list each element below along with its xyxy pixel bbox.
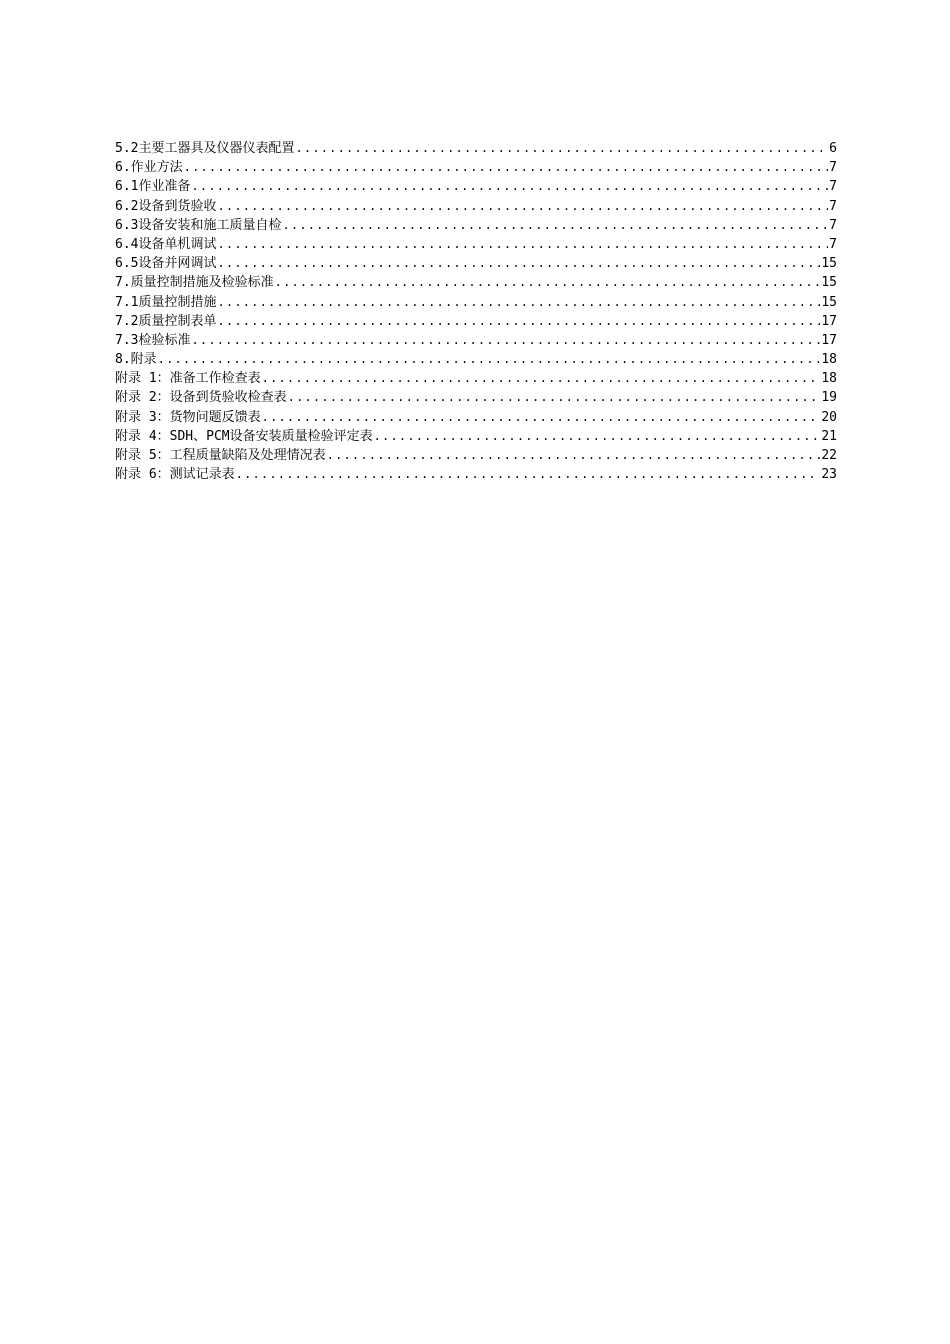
table-of-contents xyxy=(115,139,837,484)
toc-entry-title: 附录 1：准备工作检查表 xyxy=(115,371,261,387)
toc-entry-title: 8.附录 xyxy=(115,352,157,368)
toc-entry-6[interactable] xyxy=(115,158,837,177)
toc-dot-leader xyxy=(327,446,821,465)
toc-entry-page-number: 7 xyxy=(829,160,837,176)
toc-entry-title: 7.质量控制措施及检验标准 xyxy=(115,275,274,291)
toc-entry-page-number: 7 xyxy=(829,217,837,233)
toc-entry-page-number: 15 xyxy=(821,275,837,291)
toc-entry-appendix-3[interactable] xyxy=(115,408,837,427)
toc-entry-page-number: 6 xyxy=(829,141,837,156)
toc-entry-appendix-4[interactable] xyxy=(115,427,837,446)
toc-entry-title: 附录 3：货物问题反馈表 xyxy=(115,409,261,425)
toc-dot-leader xyxy=(288,388,821,407)
toc-dot-leader xyxy=(262,369,821,388)
toc-entry-page-number: 19 xyxy=(821,390,837,406)
toc-entry-title: 7.2质量控制表单 xyxy=(115,313,217,329)
toc-dot-leader xyxy=(184,158,829,177)
toc-dot-leader xyxy=(191,331,820,350)
toc-dot-leader xyxy=(217,312,820,331)
toc-entry-title: 附录 6：测试记录表 xyxy=(115,467,235,483)
toc-entry-title: 附录 4：SDH、PCM设备安装质量检验评定表 xyxy=(115,428,373,444)
toc-entry-appendix-6[interactable] xyxy=(115,465,837,484)
toc-entry-title: 附录 5：工程质量缺陷及处理情况表 xyxy=(115,448,326,463)
toc-entry-7[interactable] xyxy=(115,273,837,292)
toc-entry-page-number: 18 xyxy=(821,371,837,387)
toc-entry-8[interactable] xyxy=(115,350,837,369)
toc-entry-appendix-1[interactable] xyxy=(115,369,837,388)
toc-dot-leader xyxy=(158,350,821,369)
toc-entry-6-2[interactable] xyxy=(115,197,837,216)
toc-entry-title: 7.1质量控制措施 xyxy=(115,294,217,310)
toc-entry-title: 6.3设备安装和施工质量自检 xyxy=(115,217,282,233)
toc-entry-title: 6.2设备到货验收 xyxy=(115,198,217,214)
toc-entry-page-number: 7 xyxy=(829,236,837,252)
toc-entry-7-3[interactable] xyxy=(115,331,837,350)
toc-entry-page-number: 22 xyxy=(821,448,837,463)
toc-dot-leader xyxy=(374,427,821,446)
toc-entry-page-number: 17 xyxy=(821,313,837,329)
toc-dot-leader xyxy=(217,293,820,312)
toc-dot-leader xyxy=(217,235,828,254)
toc-entry-page-number: 15 xyxy=(821,294,837,310)
toc-dot-leader xyxy=(275,273,821,292)
toc-entry-7-1[interactable] xyxy=(115,293,837,312)
toc-entry-page-number: 15 xyxy=(821,256,837,272)
toc-entry-appendix-5[interactable] xyxy=(115,446,837,465)
toc-entry-title: 附录 2：设备到货验收检查表 xyxy=(115,390,287,406)
toc-entry-page-number: 20 xyxy=(821,409,837,425)
toc-dot-leader xyxy=(295,139,828,158)
toc-entry-page-number: 17 xyxy=(821,332,837,348)
toc-dot-leader xyxy=(236,465,821,484)
toc-entry-6-5[interactable] xyxy=(115,254,837,273)
toc-entry-page-number: 7 xyxy=(829,198,837,214)
toc-entry-title: 6.1作业准备 xyxy=(115,179,191,195)
toc-entry-page-number: 7 xyxy=(829,179,837,195)
toc-dot-leader xyxy=(191,177,828,196)
toc-entry-5-2[interactable] xyxy=(115,139,837,158)
toc-entry-title: 6.4设备单机调试 xyxy=(115,236,217,252)
toc-entry-7-2[interactable] xyxy=(115,312,837,331)
toc-entry-title: 6.5设备并网调试 xyxy=(115,256,217,272)
toc-entry-title: 6.作业方法 xyxy=(115,160,183,176)
toc-entry-6-1[interactable] xyxy=(115,177,837,196)
toc-entry-title: 5.2主要工器具及仪器仪表配置 xyxy=(115,141,295,156)
toc-entry-page-number: 21 xyxy=(821,428,837,444)
toc-dot-leader xyxy=(217,254,820,273)
toc-dot-leader xyxy=(262,408,821,427)
toc-entry-title: 7.3检验标准 xyxy=(115,332,191,348)
toc-entry-page-number: 18 xyxy=(821,352,837,368)
toc-dot-leader xyxy=(282,216,828,235)
toc-entry-6-4[interactable] xyxy=(115,235,837,254)
toc-entry-6-3[interactable] xyxy=(115,216,837,235)
toc-entry-appendix-2[interactable] xyxy=(115,388,837,407)
toc-entry-page-number: 23 xyxy=(821,467,837,483)
toc-dot-leader xyxy=(217,197,828,216)
